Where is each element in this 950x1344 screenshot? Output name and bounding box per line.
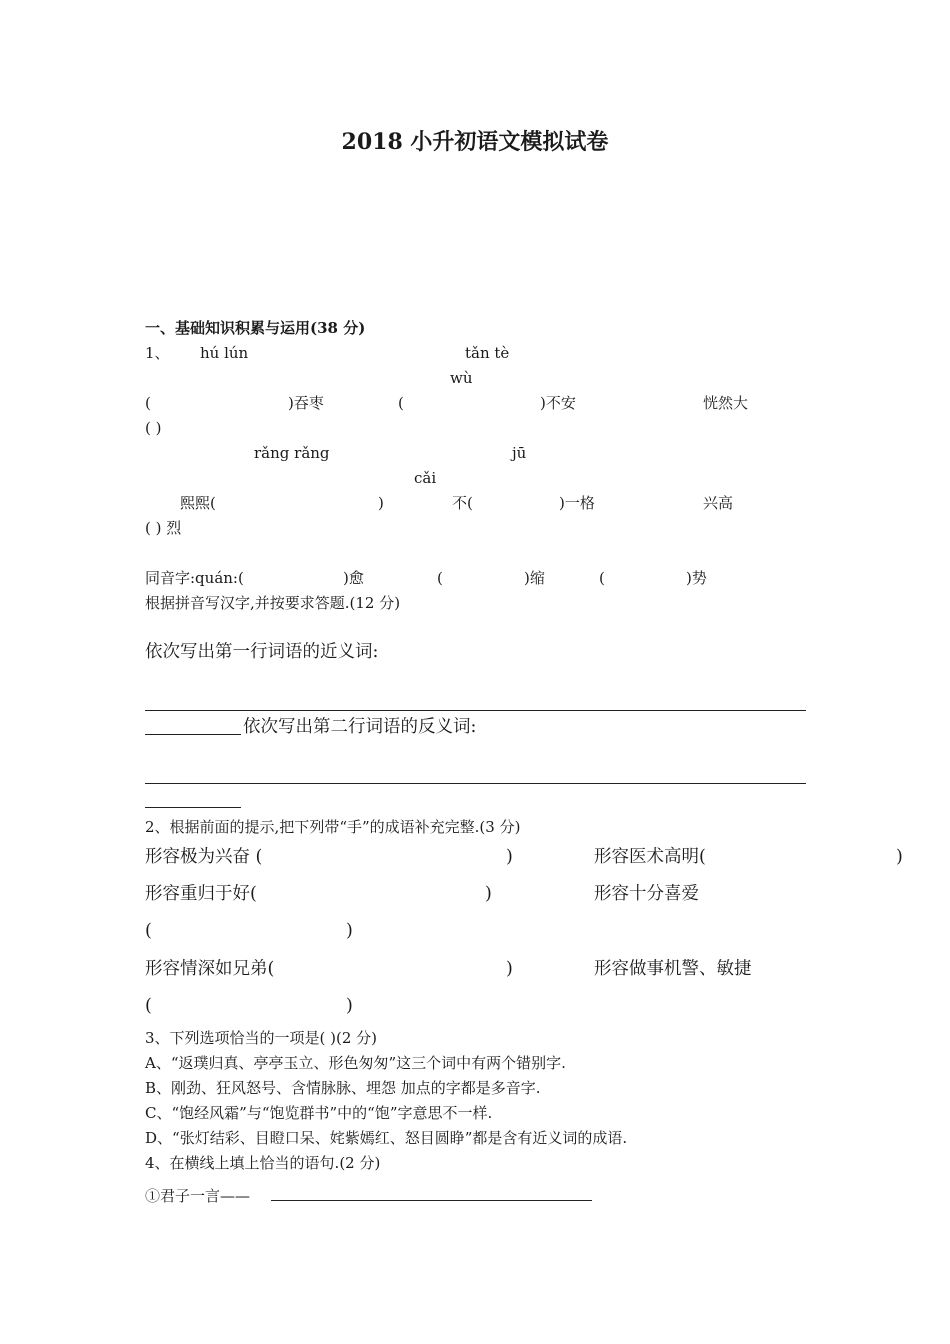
- word-bu: 不(: [452, 494, 473, 512]
- fill-item-1: ①君子一言——: [145, 1187, 251, 1205]
- antonym-prompt: 依次写出第二行词语的反义词:: [243, 717, 477, 737]
- blank-close: ): [378, 494, 384, 512]
- pinyin-cai: cǎi: [414, 469, 437, 487]
- option-b: B、刚劲、狂风怒号、含情脉脉、埋怨 加点的字都是多音字.: [145, 1079, 541, 1097]
- blank-close: ): [485, 884, 492, 904]
- blank-paren: ( ): [145, 419, 162, 437]
- blank-open: (: [599, 569, 605, 587]
- answer-line[interactable]: [145, 807, 241, 808]
- prompt-xiai: 形容十分喜爱: [594, 884, 699, 904]
- blank-close: ): [506, 847, 513, 867]
- blank-open: (: [398, 394, 404, 412]
- word-xinggao: 兴高: [703, 494, 734, 512]
- blank-open: (: [145, 394, 151, 412]
- word-yige: )一格: [559, 494, 595, 512]
- blank-close: ): [896, 847, 903, 867]
- page-title: 2018 小升初语文模拟试卷: [341, 129, 609, 155]
- blank-open: (: [437, 569, 443, 587]
- question-number: 1、: [145, 344, 170, 362]
- answer-line[interactable]: [145, 734, 241, 735]
- synonym-prompt: 依次写出第一行词语的近义词:: [145, 642, 379, 662]
- option-c: C、“饱经风霜”与“饱览群书”中的“饱”字意思不一样.: [145, 1104, 493, 1122]
- word-xixi: 熙熙(: [180, 494, 216, 512]
- word-yu: )愈: [343, 569, 364, 587]
- question-3-heading: 3、下列选项恰当的一项是( )(2 分): [145, 1029, 378, 1047]
- option-a: A、“返璞归真、亭亭玉立、形色匆匆”这三个词中有两个错别字.: [145, 1054, 566, 1072]
- word-huangrandа: 恍然大: [703, 394, 749, 412]
- prompt-chonggui: 形容重归于好(: [145, 884, 257, 904]
- blank-open: (: [145, 996, 152, 1016]
- prompt-yishu: 形容医术高明(: [594, 847, 706, 867]
- homophone-label: 同音字:quán:(: [145, 569, 244, 587]
- answer-line[interactable]: [271, 1200, 592, 1201]
- question-4-heading: 4、在横线上填上恰当的语句.(2 分): [145, 1154, 381, 1172]
- instruction: 根据拼音写汉字,并按要求答题.(12 分): [145, 594, 401, 612]
- section-heading: 一、基础知识积累与运用(38 分): [145, 319, 366, 337]
- blank-close: ): [506, 959, 513, 979]
- blank-open: (: [145, 921, 152, 941]
- word-lie: ( ) 烈: [145, 519, 182, 537]
- pinyin-wu: wù: [450, 369, 473, 387]
- blank-close: ): [346, 921, 353, 941]
- option-d: D、“张灯结彩、目瞪口呆、姹紫嫣红、怒目圆睁”都是含有近义词的成语.: [145, 1129, 628, 1147]
- answer-line[interactable]: [145, 783, 806, 784]
- word-tunzao: )吞枣: [288, 394, 324, 412]
- pinyin-tante: tǎn tè: [465, 344, 510, 362]
- word-suo: )缩: [524, 569, 545, 587]
- pinyin-rangrang: rǎng rǎng: [254, 444, 330, 462]
- word-shi: )势: [686, 569, 707, 587]
- prompt-xiongdi: 形容情深如兄弟(: [145, 959, 275, 979]
- question-2-heading: 2、根据前面的提示,把下列带“手”的成语补充完整.(3 分): [145, 818, 521, 836]
- answer-line[interactable]: [145, 710, 806, 711]
- pinyin-ju: jū: [512, 444, 527, 462]
- pinyin-hulun: hú lún: [200, 344, 249, 362]
- blank-close: ): [346, 996, 353, 1016]
- prompt-jijing: 形容做事机警、敏捷: [594, 959, 752, 979]
- word-buan: )不安: [540, 394, 576, 412]
- prompt-xingfen: 形容极为兴奋 (: [145, 847, 263, 867]
